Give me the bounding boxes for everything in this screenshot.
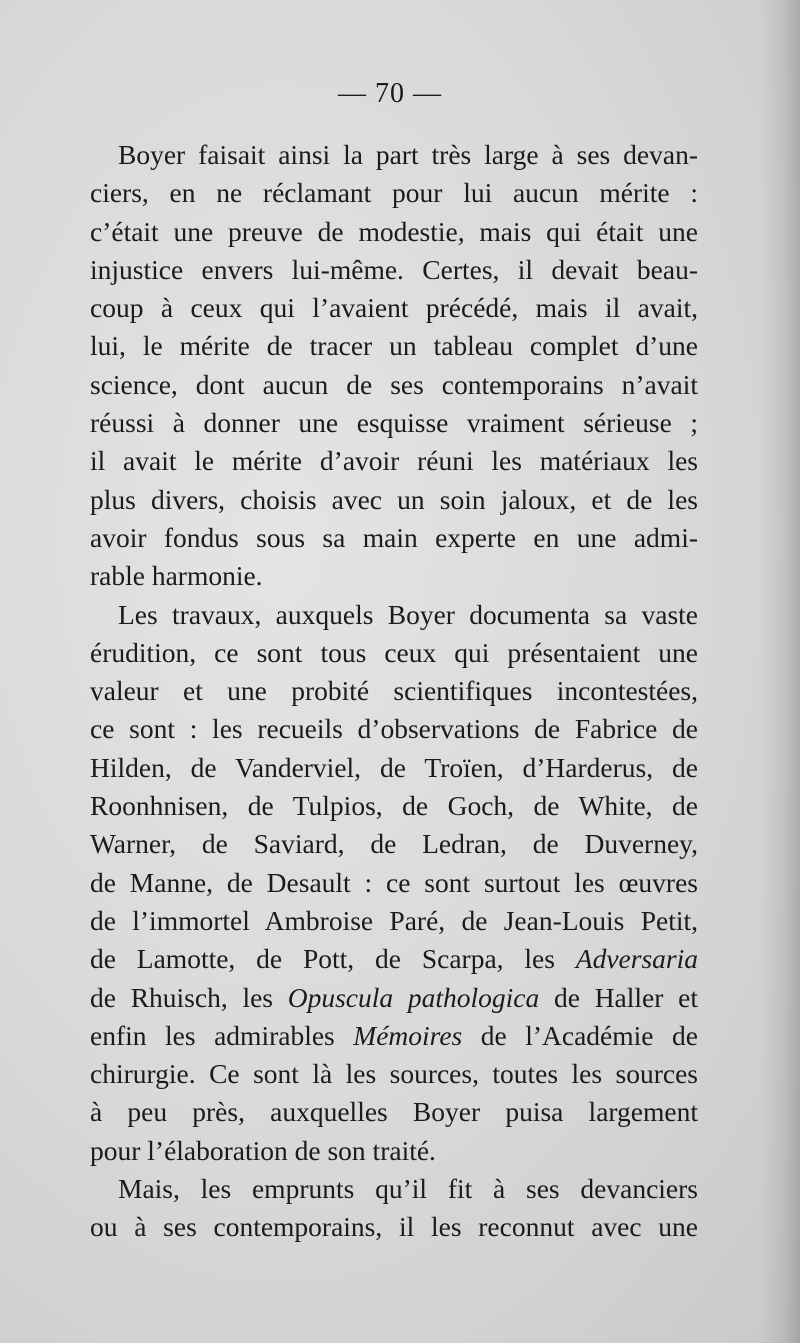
page-edge-shadow xyxy=(760,0,800,1343)
text-line: ce sont : les recueils d’observations de Fabrice de xyxy=(90,713,698,745)
text-line: réussi à donner une esquisse vraiment sérieuse ; xyxy=(90,407,698,439)
text-line: de Rhuisch, les Opuscula pathologica de Haller et xyxy=(90,981,698,1013)
text-line: lui, le mérite de tracer un tableau complet d’une xyxy=(90,330,698,362)
text-line: ou à ses contemporains, il les reconnut avec une xyxy=(90,1211,698,1243)
text-line: chirurgie. Ce sont là les sources, toutes les sources xyxy=(90,1058,698,1090)
page-number: — 70 — xyxy=(338,78,442,109)
text-line: enfin les admirables Mémoires de l’Académie de xyxy=(90,1019,698,1051)
text-line: pour l’élaboration de son traité. xyxy=(90,1134,436,1166)
text-line: valeur et une probité scientifiques incontestées, xyxy=(90,675,698,707)
text-line: de Manne, de Desault : ce sont surtout les œuvres xyxy=(90,866,698,898)
italic-title: Opuscula pathologica xyxy=(287,981,540,1013)
text-line: ciers, en ne réclamant pour lui aucun mérite : xyxy=(90,177,698,209)
text-line: science, dont aucun de ses contemporains n’avait xyxy=(90,368,698,400)
text-line: Les travaux, auxquels Boyer documenta sa vaste xyxy=(118,598,698,630)
text-line: avoir fondus sous sa main experte en une admi- xyxy=(90,521,698,553)
text-line: coup à ceux qui l’avaient précédé, mais il avait, xyxy=(90,292,698,324)
text-line: Warner, de Saviard, de Ledran, de Duverney, xyxy=(90,828,698,860)
body-text xyxy=(90,136,698,1247)
text-line: Hilden, de Vanderviel, de Troïen, d’Harderus, de xyxy=(90,751,698,783)
text-line: c’était une preuve de modestie, mais qui était une xyxy=(90,215,698,247)
text-line: Boyer faisait ainsi la part très large à ses devan- xyxy=(118,139,698,170)
text-line: à peu près, auxquelles Boyer puisa largement xyxy=(90,1096,698,1128)
text-line: plus divers, choisis avec un soin jaloux, et de les xyxy=(90,483,698,515)
text-line: de Lamotte, de Pott, de Scarpa, les Adversaria xyxy=(90,943,698,975)
text-line: érudition, ce sont tous ceux qui présentaient une xyxy=(90,636,698,668)
text-line: Roonhnisen, de Tulpios, de Goch, de White, de xyxy=(90,790,698,822)
text-line: de l’immortel Ambroise Paré, de Jean-Louis Petit, xyxy=(90,904,698,936)
text-line: injustice envers lui-même. Certes, il devait beau- xyxy=(90,253,698,285)
italic-title: Adversaria xyxy=(575,943,698,975)
text-line: rable harmonie. xyxy=(90,560,263,592)
text-line: il avait le mérite d’avoir réuni les matériaux les xyxy=(90,445,698,477)
italic-title: Mémoires xyxy=(353,1019,463,1051)
text-line: Mais, les emprunts qu’il fit à ses devanciers xyxy=(118,1173,698,1205)
